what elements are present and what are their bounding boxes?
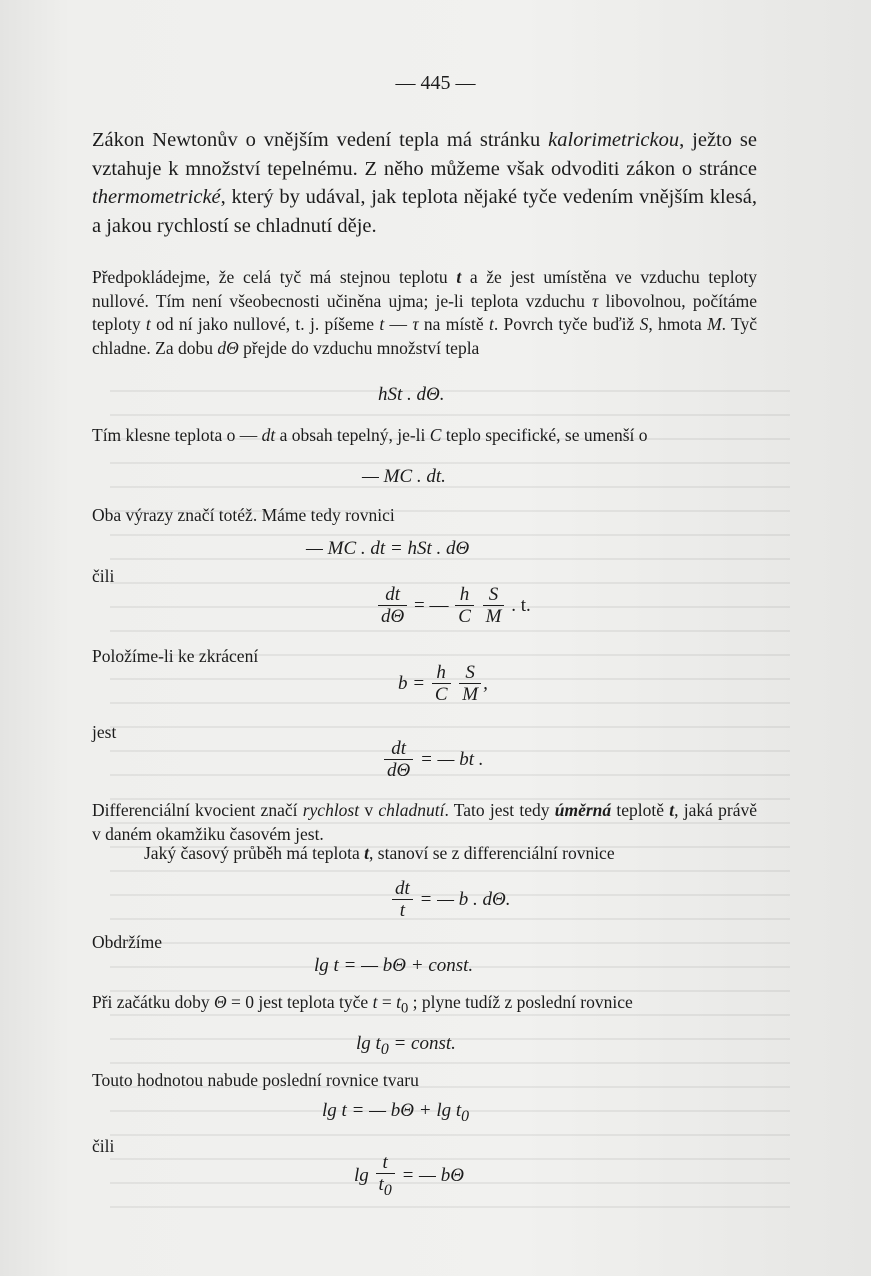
page-number: — 445 —	[395, 72, 476, 94]
paragraph-value: Touto hodnotou nabude poslední rovnice tvaru	[92, 1070, 419, 1090]
word-cili-1: čili	[92, 566, 115, 586]
paragraph-abbreviation: Položíme-li ke zkrácení	[92, 646, 259, 666]
paragraph-initial-condition: Při začátku doby Θ = 0 jest teplota tyče $t = t_0$ ; plyne tudíž z poslední rovnice	[92, 992, 633, 1017]
word-obdrzime: Obdržíme	[92, 932, 162, 952]
equation-heat-loss: — MC . dt.	[362, 466, 446, 487]
equation-b-definition: b = $\frac{h}{C}$ $\frac{S}{M}$ ,	[398, 662, 488, 705]
paragraph-differential-quotient: Differenciální kvocient značí rychlost v chladnutí. Tato jest tedy úměrná teplotě t, jaká právě v daném okamžiku časovém jest.	[92, 800, 758, 844]
equation-integrated: lg t = — bΘ + const.	[314, 955, 474, 976]
equation-final: lg $\frac{t}{t_0}$ = — bΘ	[354, 1152, 464, 1199]
word-jest: jest	[92, 722, 117, 742]
equation-heat-flow: hSt . dΘ.	[378, 384, 445, 405]
equation-separated: $\frac{dt}{t}$ = — b . dΘ.	[390, 878, 510, 921]
paragraph-time-course: Jaký časový průběh má teplota t, stanoví se z differenciální rovnice	[144, 843, 615, 863]
equation-derivative: $\frac{dt}{d\Theta}$ = — $\frac{h}{C}$ $\frac{S}{M}$ . t.	[376, 584, 531, 627]
equation-with-log: lg t = — $b\Theta + \lg t_0$	[322, 1100, 470, 1125]
paragraph-both-expressions: Oba výrazy značí totéž. Máme tedy rovnici	[92, 505, 395, 525]
paragraph-temperature-drop: Tím klesne teplota o — dt a obsah tepelný, je-li C teplo specifické, se umenší o	[92, 425, 648, 445]
equation-balance: — MC . dt = hSt . dΘ	[306, 538, 470, 559]
paragraph-newton-law: Zákon Newtonův o vnějším vedení tepla má stránku kalorimetrickou, ježto se vztahuje k množství tepelnému. Z něho můžeme však odvoditi zákon o stránce thermometrické, který by udával, jak teplota nějaké tyče vedením vnějším klesá, a jakou rychlostí se chladnutí děje.	[92, 129, 757, 238]
paragraph-assumption: Předpokládejme, že celá tyč má stejnou teplotu t a že jest umístěna ve vzduchu teploty nullové. Tím není všeobecnosti učiněna ujma; je-li teplota vzduchu τ libovolnou, počítáme teploty t od ní jako nullové, t. j. píšeme t — τ na místě t. Povrch tyče buďiž S, hmota M. Tyč chladne. Za dobu dΘ přejde do vzduchu množství tepla	[92, 267, 758, 359]
equation-constant: $\lg t_0$ = const.	[356, 1033, 456, 1058]
word-cili-2: čili	[92, 1136, 115, 1156]
equation-cooling-rate: $\frac{dt}{d\Theta}$ = — bt .	[382, 738, 483, 781]
